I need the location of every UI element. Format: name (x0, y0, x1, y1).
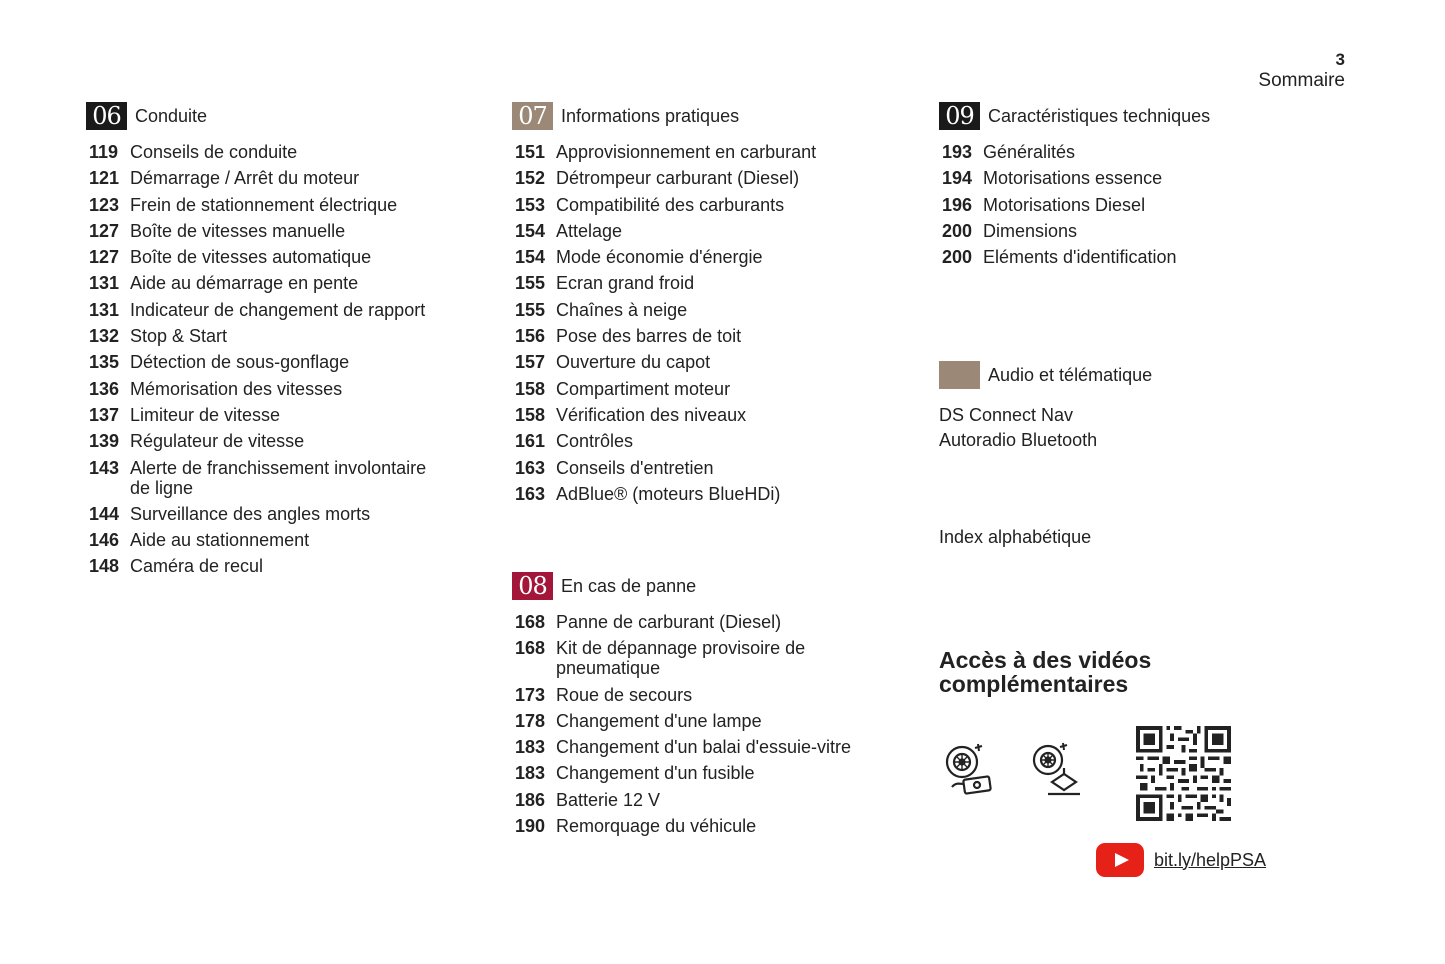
toc-entry[interactable] (515, 484, 876, 504)
toc-entry[interactable] (515, 737, 876, 757)
toc-entry[interactable] (515, 352, 876, 372)
toc-entry[interactable] (515, 638, 876, 678)
toc-page-number: 144 (89, 503, 120, 524)
audio-item[interactable]: DS Connect Nav (939, 405, 1074, 425)
section-conduite (86, 102, 450, 583)
toc-entry-label: Frein de stationnement électrique (130, 194, 398, 215)
toc-entry[interactable] (515, 300, 876, 320)
toc-entry-label: Motorisations Diesel (983, 194, 1146, 215)
toc-entry-label: Vérification des niveaux (556, 404, 747, 425)
toc-page-number: 151 (515, 142, 546, 162)
toc-entry[interactable] (515, 221, 876, 241)
toc-entry[interactable] (942, 195, 1303, 215)
toc-entry-label: Eléments d'identification (983, 247, 1177, 268)
toc-entry-label: Dimensions (983, 220, 1078, 241)
chapter-number-badge: 09 (939, 102, 980, 130)
toc-entry-label: Panne de carburant (Diesel) (556, 612, 782, 632)
video-link-text[interactable]: bit.ly/helpPSA (1154, 849, 1267, 870)
toc-page-number: 156 (515, 326, 546, 347)
toc-page-number: 127 (89, 247, 120, 268)
toc-page-number: 155 (515, 299, 546, 320)
toc-entry[interactable] (89, 273, 450, 293)
toc-entry-label: Boîte de vitesses manuelle (130, 220, 346, 241)
toc-entry-label: Conseils de conduite (130, 142, 298, 162)
toc-page-number: 183 (515, 737, 546, 758)
toc-entry-label: Compatibilité des carburants (556, 194, 785, 215)
toc-page-number: 200 (942, 220, 973, 241)
videos-title: Accès à des vidéos complémentaires (939, 647, 1152, 697)
toc-entry[interactable] (515, 273, 876, 293)
toc-page-number: 173 (515, 684, 546, 705)
toc-entry[interactable] (89, 379, 450, 399)
chapter-title[interactable]: En cas de panne (561, 575, 697, 596)
toc-entry[interactable] (515, 612, 876, 632)
toc-entry-label: Généralités (983, 142, 1076, 162)
section-header (939, 102, 1303, 130)
toc-entry-label: Contrôles (556, 431, 634, 452)
chapter-color-badge (939, 361, 980, 389)
toc-entry[interactable] (89, 247, 450, 267)
chapter-title[interactable]: Audio et télématique (988, 364, 1153, 385)
toc-entry-label: Changement d'un fusible (556, 763, 755, 784)
toc-entry-label: Stop & Start (130, 326, 228, 347)
toc-entry[interactable] (515, 142, 876, 162)
toc-entry[interactable] (515, 195, 876, 215)
toc-entry[interactable] (515, 790, 876, 810)
toc-entry[interactable] (515, 458, 876, 478)
toc-entry-label: Changement d'une lampe (556, 710, 762, 731)
toc-entry-label: Chaînes à neige (556, 299, 688, 320)
toc-page-number: 152 (515, 168, 546, 189)
chapter-number-badge: 07 (512, 102, 553, 130)
toc-page-number: 131 (89, 273, 120, 294)
chapter-title[interactable]: Informations pratiques (561, 105, 740, 126)
toc-entry[interactable] (89, 431, 450, 451)
section-header (512, 102, 876, 130)
toc-page-number: 131 (89, 299, 120, 320)
toc-entry-label: Boîte de vitesses automatique (130, 247, 372, 268)
toc-entry-label: Roue de secours (556, 684, 693, 705)
toc-entry[interactable] (515, 379, 876, 399)
toc-page-number: 161 (515, 431, 546, 452)
youtube-icon[interactable] (1096, 843, 1144, 877)
toc-entry[interactable] (89, 326, 450, 346)
toc-page-number: 194 (942, 168, 973, 189)
toc-entry-label: Pose des barres de toit (556, 326, 742, 347)
chapter-title[interactable]: Conduite (135, 105, 208, 126)
toc-entry[interactable] (515, 247, 876, 267)
toc-page-number: 137 (89, 404, 120, 425)
toc-page-number: 123 (89, 194, 120, 215)
toc-page-number: 139 (89, 431, 120, 452)
toc-entry-label: Attelage (556, 220, 623, 241)
toc-entry-label: Aide au stationnement (130, 530, 310, 551)
toc-entry-label: Indicateur de changement de rapport (130, 299, 426, 320)
toc-entry-label: Mode économie d'énergie (556, 247, 763, 268)
toc-entry[interactable] (89, 300, 450, 320)
toc-page-number: 163 (515, 483, 546, 504)
audio-item[interactable]: Autoradio Bluetooth (939, 430, 1098, 450)
toc-page-number: 155 (515, 273, 546, 294)
toc-entry-label: Démarrage / Arrêt du moteur (130, 168, 360, 189)
toc-page-number: 178 (515, 710, 546, 731)
toc-page-number: 127 (89, 220, 120, 241)
toc-entry-label: Surveillance des angles morts (130, 503, 371, 524)
toc-entry[interactable] (515, 405, 876, 425)
chapter-number-badge: 08 (512, 572, 553, 600)
toc-page-number: 121 (89, 168, 120, 189)
toc-page-number: 183 (515, 763, 546, 784)
toc-page-number: 193 (942, 142, 973, 162)
toc-entry[interactable] (89, 221, 450, 241)
toc-page-number: 143 (89, 457, 120, 478)
section-header (512, 572, 876, 600)
toc-entry[interactable] (515, 711, 876, 731)
toc-entry-label: Caméra de recul (130, 556, 264, 577)
tyre-repair-kit-icon[interactable] (942, 742, 994, 807)
chapter-number-badge: 06 (86, 102, 127, 130)
toc-page-number: 200 (942, 247, 973, 268)
toc-entry[interactable] (942, 168, 1303, 188)
toc-entry-label: Ouverture du capot (556, 352, 711, 373)
toc-entry[interactable] (942, 247, 1303, 267)
toc-entry[interactable] (515, 763, 876, 783)
toc-page-number: 158 (515, 404, 546, 425)
toc-page-number: 136 (89, 378, 120, 399)
index-link[interactable]: Index alphabétique (939, 527, 1092, 547)
section-audio-telematique (939, 361, 1152, 453)
toc-entry[interactable] (89, 458, 450, 498)
toc-page-number: 190 (515, 816, 546, 837)
toc-page-number: 154 (515, 220, 546, 241)
toc-entry[interactable] (515, 431, 876, 451)
toc-entry-label: Batterie 12 V (556, 789, 661, 810)
toc-entry[interactable] (89, 405, 450, 425)
toc-entry-label: Changement d'un balai d'essuie-vitre (556, 737, 852, 758)
video-link[interactable] (1096, 843, 1266, 877)
page-header (1258, 50, 1345, 92)
toc-page-number: 146 (89, 530, 120, 551)
toc-entry[interactable] (89, 195, 450, 215)
toc-entry[interactable] (89, 504, 450, 524)
toc-entry-label: Approvisionnement en carburant (556, 142, 817, 162)
toc-entry-label: Aide au démarrage en pente (130, 273, 359, 294)
toc-entry[interactable] (942, 221, 1303, 241)
toc-entry[interactable] (515, 685, 876, 705)
page-title: Sommaire (1258, 70, 1345, 91)
toc-entry[interactable] (942, 142, 1303, 162)
toc-entry-label: AdBlue® (moteurs BlueHDi) (556, 483, 781, 504)
toc-entry-label: Régulateur de vitesse (130, 431, 305, 452)
toc-entry[interactable] (515, 168, 876, 188)
toc-page-number: 132 (89, 326, 120, 347)
section-en-cas-de-panne (512, 572, 876, 842)
toc-entry[interactable] (89, 352, 450, 372)
toc-page-number: 168 (515, 638, 546, 659)
toc-entry-label: Ecran grand froid (556, 273, 695, 294)
toc-entry-label: Motorisations essence (983, 168, 1163, 189)
toc-page-number: 119 (89, 142, 119, 162)
toc-entry[interactable] (89, 142, 450, 162)
toc-entry[interactable] (515, 326, 876, 346)
toc-page-number: 153 (515, 194, 546, 215)
toc-page-number: 148 (89, 556, 120, 577)
toc-page-number: 135 (89, 352, 120, 373)
chapter-title[interactable]: Caractéristiques techniques (988, 105, 1211, 126)
toc-page-number: 163 (515, 457, 546, 478)
toc-entry-label: Kit de dépannage provisoire de pneumatique (556, 638, 806, 679)
jack-wheel-icon[interactable] (1030, 742, 1086, 807)
section-caracteristiques-techniques (939, 102, 1303, 273)
page-number: 3 (1335, 50, 1345, 69)
section-header (939, 361, 1152, 389)
toc-page-number: 154 (515, 247, 546, 268)
toc-page-number: 168 (515, 612, 546, 632)
toc-page-number: 158 (515, 378, 546, 399)
qr-code-icon[interactable] (1136, 726, 1231, 826)
toc-entry-label: Alerte de franchissement involontaire de ligne (130, 457, 427, 498)
toc-entry-label: Mémorisation des vitesses (130, 378, 343, 399)
toc-entry-label: Limiteur de vitesse (130, 404, 281, 425)
toc-page-number: 157 (515, 352, 546, 373)
section-informations-pratiques (512, 102, 876, 510)
toc-entry[interactable] (89, 556, 450, 576)
toc-entry-label: Détrompeur carburant (Diesel) (556, 168, 800, 189)
toc-entry[interactable] (89, 530, 450, 550)
toc-page-number: 186 (515, 789, 546, 810)
section-header (86, 102, 450, 130)
toc-page-number: 196 (942, 194, 973, 215)
toc-entry-label: Remorquage du véhicule (556, 816, 757, 837)
toc-entry-label: Détection de sous-gonflage (130, 352, 350, 373)
toc-entry[interactable] (515, 816, 876, 836)
toc-entry-label: Conseils d'entretien (556, 457, 714, 478)
toc-entry-label: Compartiment moteur (556, 378, 731, 399)
toc-entry[interactable] (89, 168, 450, 188)
